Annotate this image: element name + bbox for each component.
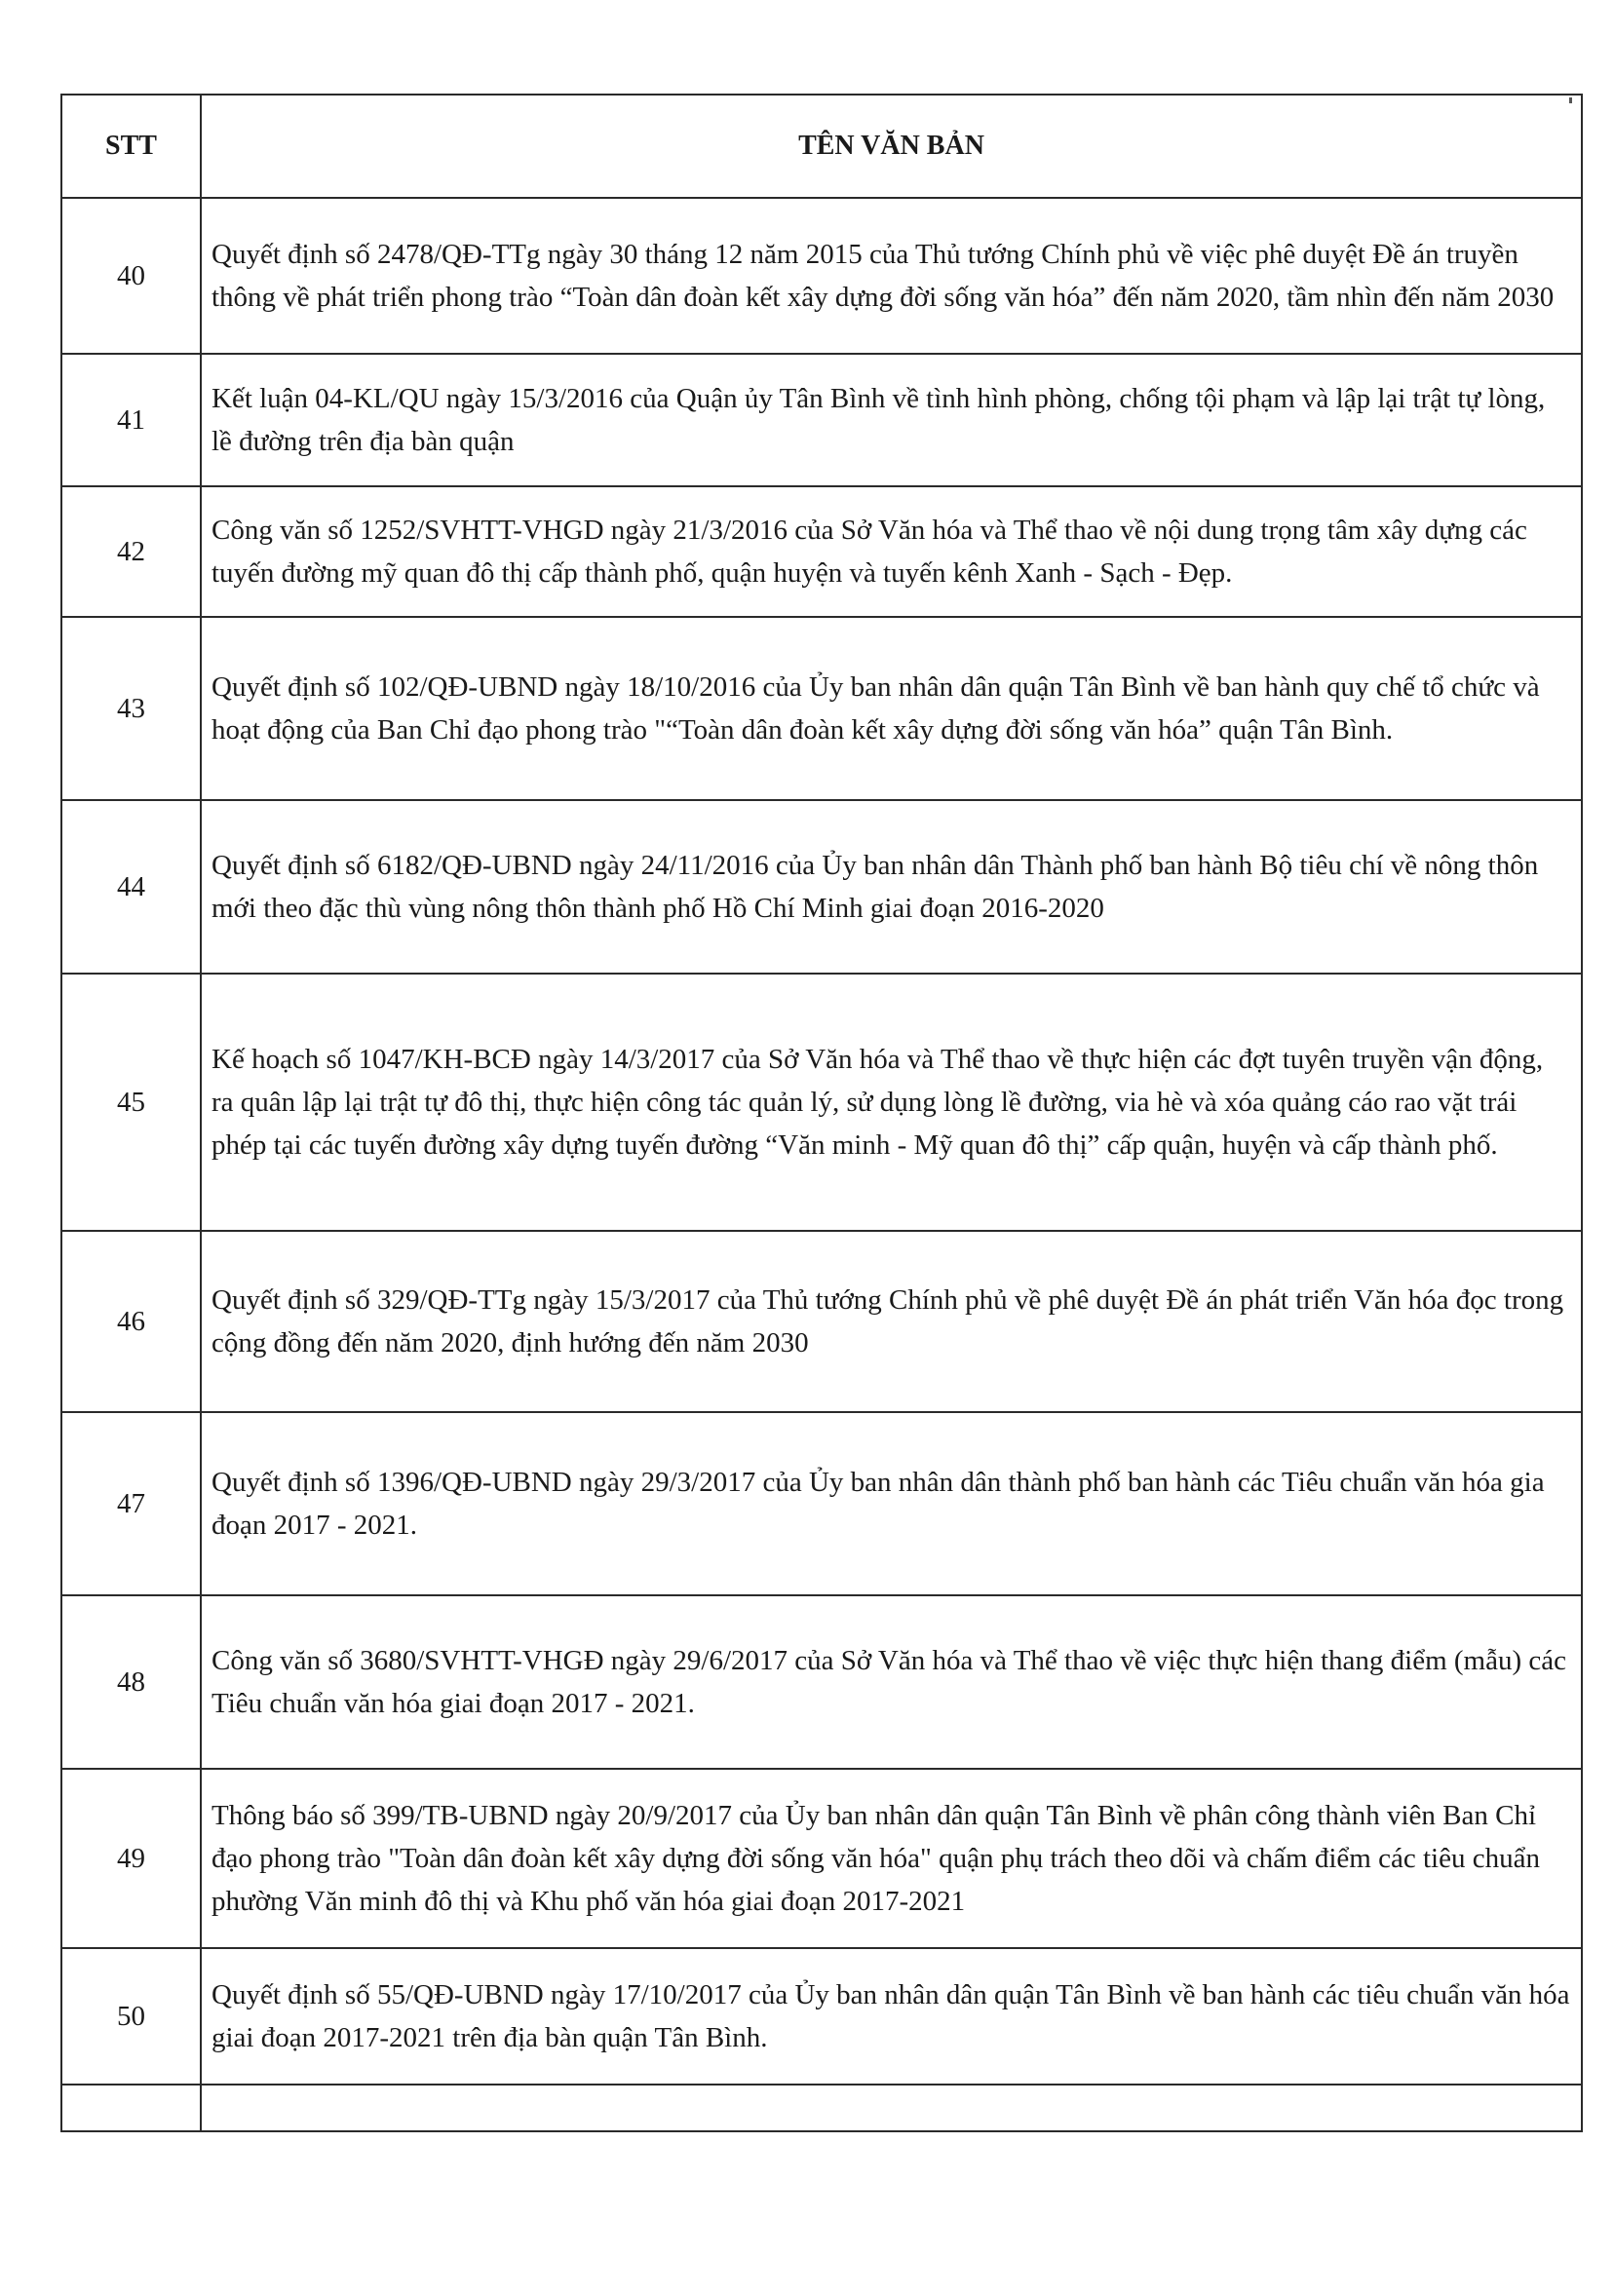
table-row	[61, 617, 1582, 800]
row-number: 49	[61, 1769, 201, 1948]
empty-cell	[201, 2085, 1582, 2131]
document-title: Kế hoạch số 1047/KH-BCĐ ngày 14/3/2017 của Sở Văn hóa và Thể thao về thực hiện các đợt tuyên truyền vận động, ra quân lập lại trật tự đô thị, thực hiện công tác quản lý, sử dụng lòng lề đường, via hè và xóa quảng cáo rao vặt trái phép tại các tuyến đường xây dựng tuyến đường “Văn minh - Mỹ quan đô thị” cấp quận, huyện và cấp thành phố.	[201, 974, 1582, 1231]
table-row	[61, 1231, 1582, 1412]
row-number: 44	[61, 800, 201, 974]
table-header	[61, 95, 1582, 198]
table-row	[61, 486, 1582, 617]
row-number: 45	[61, 974, 201, 1231]
row-number: 40	[61, 198, 201, 354]
document-title: Kết luận 04-KL/QU ngày 15/3/2016 của Quận ủy Tân Bình về tình hình phòng, chống tội phạm và lập lại trật tự lòng, lề đường trên địa bàn quận	[201, 354, 1582, 486]
table-row	[61, 1769, 1582, 1948]
row-number: 48	[61, 1595, 201, 1769]
stt-column-header: STT	[61, 95, 201, 198]
document-title: Thông báo số 399/TB-UBND ngày 20/9/2017 của Ủy ban nhân dân quận Tân Bình về phân công thành viên Ban Chỉ đạo phong trào "Toàn dân đoàn kết xây dựng đời sống văn hóa" quận phụ trách theo dõi và chấm điểm các tiêu chuẩn phường Văn minh đô thị và Khu phố văn hóa giai đoạn 2017-2021	[201, 1769, 1582, 1948]
row-number: 43	[61, 617, 201, 800]
document-title: Quyết định số 1396/QĐ-UBND ngày 29/3/2017 của Ủy ban nhân dân thành phố ban hành các Tiêu chuẩn văn hóa gia đoạn 2017 - 2021.	[201, 1412, 1582, 1595]
document-title: Quyết định số 102/QĐ-UBND ngày 18/10/2016 của Ủy ban nhân dân quận Tân Bình về ban hành quy chế tổ chức và hoạt động của Ban Chỉ đạo phong trào "“Toàn dân đoàn kết xây dựng đời sống văn hóa” quận Tân Bình.	[201, 617, 1582, 800]
document-title: Công văn số 3680/SVHTT-VHGĐ ngày 29/6/2017 của Sở Văn hóa và Thể thao về việc thực hiện thang điểm (mẫu) các Tiêu chuẩn văn hóa giai đoạn 2017 - 2021.	[201, 1595, 1582, 1769]
document-title: Quyết định số 55/QĐ-UBND ngày 17/10/2017 của Ủy ban nhân dân quận Tân Bình về ban hành các tiêu chuẩn văn hóa giai đoạn 2017-2021 trên địa bàn quận Tân Bình.	[201, 1948, 1582, 2085]
empty-cell	[61, 2085, 201, 2131]
table-row	[61, 198, 1582, 354]
row-number: 46	[61, 1231, 201, 1412]
table-row	[61, 800, 1582, 974]
table-body	[61, 198, 1582, 2131]
name-column-header: TÊN VĂN BẢN	[201, 95, 1582, 198]
document-title: Quyết định số 2478/QĐ-TTg ngày 30 tháng 12 năm 2015 của Thủ tướng Chính phủ về việc phê duyệt Đề án truyền thông về phát triển phong trào “Toàn dân đoàn kết xây dựng đời sống văn hóa” đến năm 2020, tầm nhìn đến năm 2030	[201, 198, 1582, 354]
row-number: 47	[61, 1412, 201, 1595]
table-row	[61, 1412, 1582, 1595]
row-number: 42	[61, 486, 201, 617]
table-row-tail	[61, 2085, 1582, 2131]
documents-table	[60, 94, 1583, 2132]
document-title: Quyết định số 6182/QĐ-UBND ngày 24/11/2016 của Ủy ban nhân dân Thành phố ban hành Bộ tiêu chí về nông thôn mới theo đặc thù vùng nông thôn thành phố Hồ Chí Minh giai đoạn 2016-2020	[201, 800, 1582, 974]
table-row	[61, 1595, 1582, 1769]
row-number: 41	[61, 354, 201, 486]
row-number: 50	[61, 1948, 201, 2085]
table-row	[61, 1948, 1582, 2085]
document-title: Quyết định số 329/QĐ-TTg ngày 15/3/2017 của Thủ tướng Chính phủ về phê duyệt Đề án phát triển Văn hóa đọc trong cộng đồng đến năm 2020, định hướng đến năm 2030	[201, 1231, 1582, 1412]
table-row	[61, 974, 1582, 1231]
document-title: Công văn số 1252/SVHTT-VHGD ngày 21/3/2016 của Sở Văn hóa và Thể thao về nội dung trọng tâm xây dựng các tuyến đường mỹ quan đô thị cấp thành phố, quận huyện và tuyến kênh Xanh - Sạch - Đẹp.	[201, 486, 1582, 617]
table-row	[61, 354, 1582, 486]
